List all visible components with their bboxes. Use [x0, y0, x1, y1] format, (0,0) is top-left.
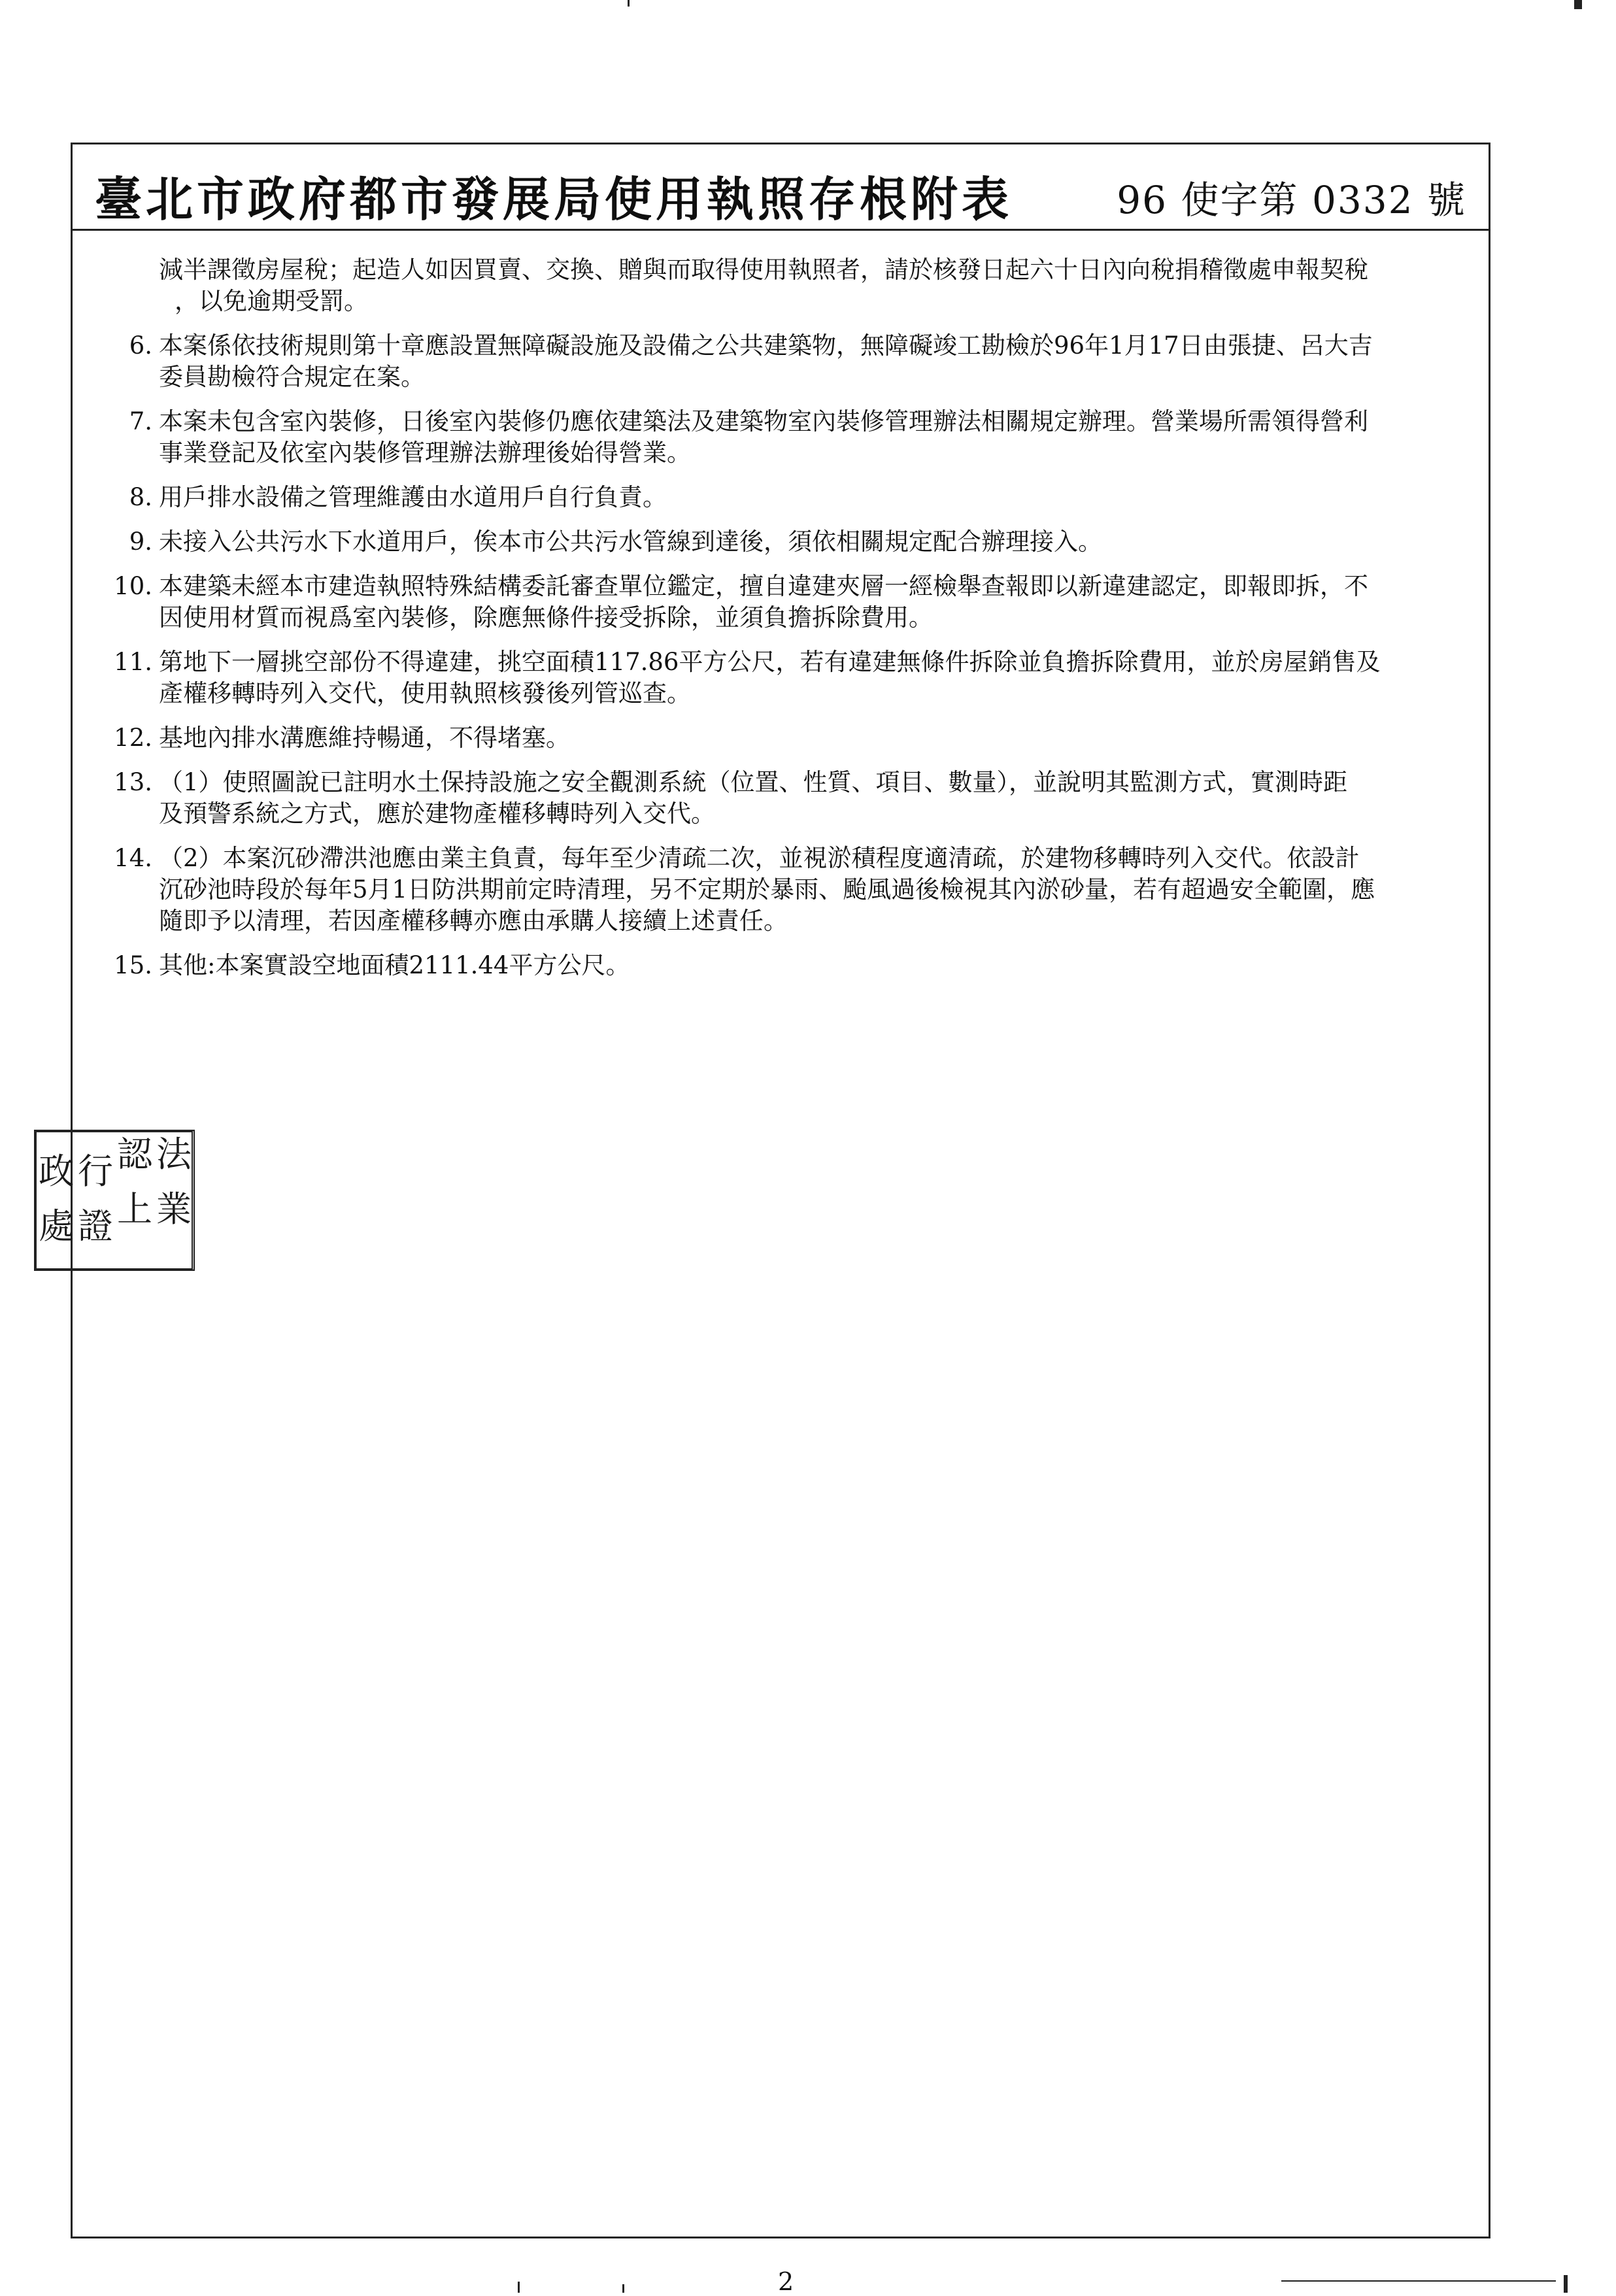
scan-mark	[518, 2282, 520, 2293]
item-text-line: 本案係依技術規則第十章應設置無障礙設施及設備之公共建築物，無障礙竣工勘檢於96年1月17日由張捷、呂大吉	[159, 331, 1373, 360]
item-text-line: 其他:本案實設空地面積2111.44平方公尺。	[159, 951, 630, 979]
item-text-line: 隨即予以清理，若因產權移轉亦應由承購人接續上述責任。	[159, 907, 788, 935]
item-text-line: ，以免逾期受罰。	[175, 287, 368, 315]
item-number: 14.	[114, 844, 152, 872]
seal-character: 法	[156, 1134, 192, 1175]
item-number: 6.	[129, 331, 152, 360]
item-number: 7.	[129, 407, 152, 435]
scan-mark	[622, 2284, 624, 2293]
page-number: 2	[778, 2267, 794, 2296]
item-number: 13.	[114, 768, 152, 796]
item-text-line: （2）本案沉砂滯洪池應由業主負責，每年至少清疏二次，並視淤積程度適清疏，於建物移轉時列入交代。依設計	[159, 844, 1360, 872]
document-frame	[71, 143, 1490, 2238]
item-number: 15.	[114, 951, 152, 979]
seal-character: 處	[39, 1206, 74, 1247]
item-number: 9.	[129, 528, 152, 556]
item-text-line: 沉砂池時段於每年5月1日防洪期前定時清理，另不定期於暴雨、颱風過後檢視其內淤砂量，若有超過安全範圍，應	[159, 875, 1375, 903]
document-title: 臺北市政府都市發展局使用執照存根附表	[95, 171, 1013, 227]
list-item	[73, 254, 1489, 317]
seal-character: 政	[39, 1151, 74, 1192]
seal-character: 業	[156, 1189, 192, 1230]
item-text-line: 減半課徵房屋稅；起造人如因買賣、交換、贈與而取得使用執照者，請於核發日起六十日內向稅捐稽徵處申報契稅	[159, 256, 1368, 284]
scan-mark	[1574, 0, 1582, 9]
document-header	[73, 144, 1489, 231]
list-item	[73, 647, 1489, 709]
list-item	[73, 767, 1489, 830]
item-text-line: 產權移轉時列入交代，使用執照核發後列管巡查。	[159, 679, 691, 707]
item-text-line: 本案未包含室內裝修，日後室內裝修仍應依建築法及建築物室內裝修管理辦法相關規定辦理。營業場所需領得營利	[159, 407, 1368, 435]
permit-number: 96 使字第 0332 號	[1117, 178, 1466, 222]
list-item	[73, 526, 1489, 558]
item-number: 10.	[114, 572, 152, 600]
official-seal-stamp	[34, 1130, 195, 1271]
item-text-line: 因使用材質而視爲室內裝修，除應無條件接受拆除，並須負擔拆除費用。	[159, 603, 933, 632]
item-text-line: 基地內排水溝應維持暢通，不得堵塞。	[159, 724, 570, 752]
item-number: 12.	[114, 724, 152, 752]
list-item	[73, 843, 1489, 937]
list-item	[73, 950, 1489, 981]
seal-character: 行	[78, 1151, 113, 1192]
item-text-line: 未接入公共污水下水道用戶，俟本市公共污水管線到達後，須依相關規定配合辦理接入。	[159, 528, 1102, 556]
scan-mark	[628, 0, 630, 7]
item-text-line: 及預警系統之方式，應於建物產權移轉時列入交代。	[159, 800, 715, 828]
item-text-line: 第地下一層挑空部份不得違建，挑空面積117.86平方公尺，若有違建無條件拆除並負擔拆除費用，並於房屋銷售及	[159, 648, 1381, 676]
item-number: 11.	[114, 648, 152, 676]
list-item	[73, 722, 1489, 754]
item-number: 8.	[129, 483, 152, 511]
conditions-list	[73, 254, 1489, 994]
item-text-line: 事業登記及依室內裝修管理辦法辦理後始得營業。	[159, 439, 691, 467]
scan-mark	[1564, 2275, 1568, 2293]
item-text-line: 本建築未經本市建造執照特殊結構委託審查單位鑑定，擅自違建夾層一經檢舉查報即以新違建認定，即報即拆，不	[159, 572, 1368, 600]
item-text-line: 用戶排水設備之管理維護由水道用戶自行負責。	[159, 483, 667, 511]
list-item	[73, 330, 1489, 393]
seal-character: 上	[117, 1189, 152, 1230]
list-item	[73, 406, 1489, 469]
item-text-line: （1）使照圖說已註明水土保持設施之安全觀測系統（位置、性質、項目、數量），並說明其監測方式，實測時距	[159, 768, 1348, 796]
seal-character: 證	[78, 1206, 113, 1247]
item-text-line: 委員勘檢符合規定在案。	[159, 363, 425, 391]
scan-mark	[1281, 2280, 1556, 2282]
list-item	[73, 571, 1489, 633]
seal-character: 認	[117, 1134, 152, 1175]
list-item	[73, 482, 1489, 513]
